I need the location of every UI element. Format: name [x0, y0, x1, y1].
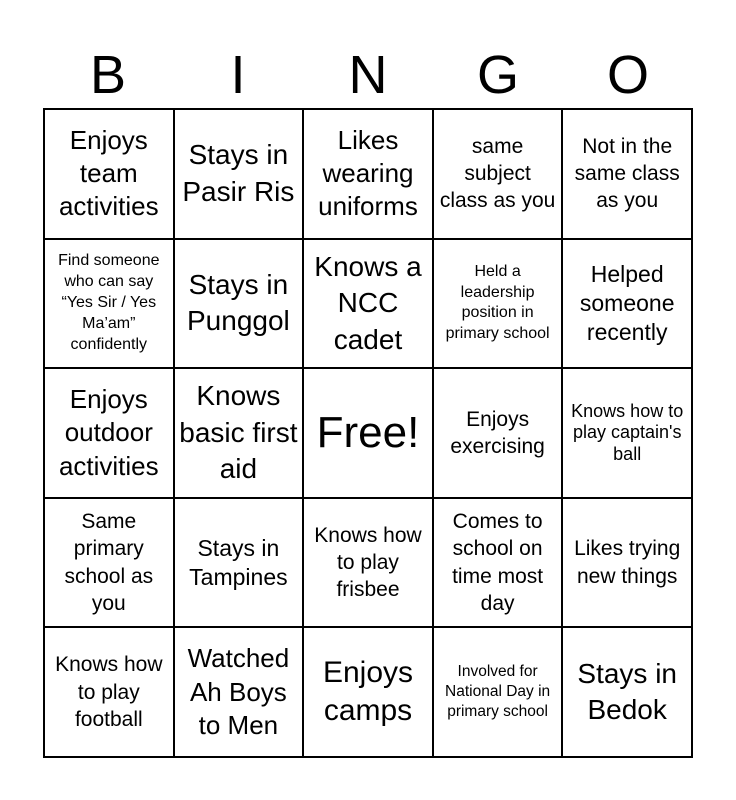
bingo-cell-16[interactable]: Same primary school as you: [45, 499, 175, 629]
header-letter-g: G: [476, 45, 519, 105]
bingo-cell-15[interactable]: Knows how to play captain's ball: [563, 369, 693, 499]
header-letter-n: N: [348, 45, 388, 105]
bingo-cell-22[interactable]: Watched Ah Boys to Men: [175, 628, 305, 758]
bingo-cell-11[interactable]: Enjoys outdoor activities: [45, 369, 175, 499]
bingo-cell-4[interactable]: same subject class as you: [434, 110, 564, 240]
bingo-cell-14[interactable]: Enjoys exercising: [434, 369, 564, 499]
bingo-cell-5[interactable]: Not in the same class as you: [563, 110, 693, 240]
bingo-cell-20[interactable]: Likes trying new things: [563, 499, 693, 629]
bingo-cell-2[interactable]: Stays in Pasir Ris: [175, 110, 305, 240]
bingo-cell-9[interactable]: Held a leadership position in primary school: [434, 240, 564, 370]
bingo-cell-1[interactable]: Enjoys team activities: [45, 110, 175, 240]
bingo-cell-21[interactable]: Knows how to play football: [45, 628, 175, 758]
bingo-header: [43, 42, 693, 108]
header-letter-o: O: [606, 45, 649, 105]
bingo-cell-25[interactable]: Stays in Bedok: [563, 628, 693, 758]
header-letter-i: I: [230, 45, 246, 105]
bingo-cell-12[interactable]: Knows basic first aid: [175, 369, 305, 499]
bingo-cell-18[interactable]: Knows how to play frisbee: [304, 499, 434, 629]
bingo-cell-6[interactable]: Find someone who can say “Yes Sir / Yes Ma’am” confidently: [45, 240, 175, 370]
bingo-cell-17[interactable]: Stays in Tampines: [175, 499, 305, 629]
bingo-board: [43, 108, 693, 758]
bingo-cell-24[interactable]: Involved for National Day in primary school: [434, 628, 564, 758]
bingo-cell-10[interactable]: Helped someone recently: [563, 240, 693, 370]
bingo-cell-3[interactable]: Likes wearing uniforms: [304, 110, 434, 240]
header-letter-b: B: [89, 45, 127, 105]
bingo-cell-19[interactable]: Comes to school on time most day: [434, 499, 564, 629]
bingo-cell-8[interactable]: Knows a NCC cadet: [304, 240, 434, 370]
free-space-cell[interactable]: Free!: [304, 369, 434, 499]
bingo-cell-7[interactable]: Stays in Punggol: [175, 240, 305, 370]
bingo-cell-23[interactable]: Enjoys camps: [304, 628, 434, 758]
